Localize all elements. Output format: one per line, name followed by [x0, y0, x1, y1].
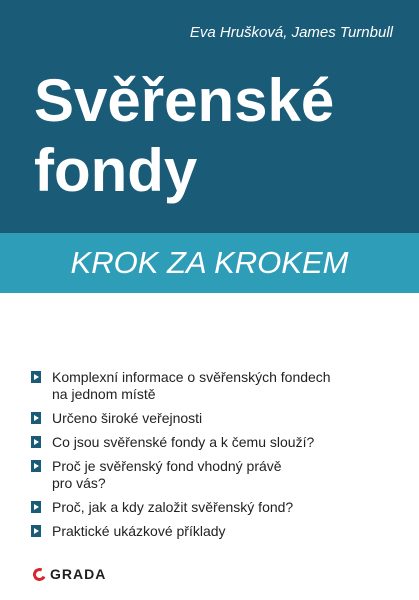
- list-item: [31, 434, 391, 451]
- list-item: [31, 499, 391, 516]
- title-panel: [0, 0, 419, 233]
- list-item-text: Určeno široké veřejnosti: [52, 410, 203, 426]
- list-item-text: Proč je svěřenský fond vhodný právě: [52, 458, 282, 474]
- feature-list: [31, 369, 391, 547]
- authors: Eva Hrušková, James Turnbull: [189, 24, 393, 41]
- list-item: [31, 523, 391, 540]
- chevron-right-icon: [31, 436, 41, 448]
- list-item: [31, 410, 391, 427]
- subtitle-band: [0, 233, 419, 293]
- publisher-logo: [33, 566, 106, 582]
- grada-logo-icon: [31, 566, 48, 583]
- chevron-right-icon: [31, 525, 41, 537]
- publisher-name: GRADA: [50, 566, 107, 582]
- list-item: [31, 458, 391, 492]
- book-title: [34, 66, 334, 206]
- chevron-right-icon: [31, 501, 41, 513]
- list-item-text: na jednom místě: [52, 386, 156, 402]
- subtitle: KROK ZA KROKEM: [70, 245, 349, 280]
- list-item-text: Praktické ukázkové příklady: [52, 523, 226, 539]
- list-item-text: Co jsou svěřenské fondy a k čemu slouží?: [52, 434, 315, 450]
- list-item: [31, 369, 391, 403]
- chevron-right-icon: [31, 460, 41, 472]
- list-item-text: Proč, jak a kdy založit svěřenský fond?: [52, 499, 294, 515]
- title-line: fondy: [34, 137, 198, 204]
- list-item-text: Komplexní informace o svěřenských fondech: [52, 369, 331, 385]
- title-line: Svěřenské: [34, 67, 335, 134]
- chevron-right-icon: [31, 371, 41, 383]
- list-item-text: pro vás?: [52, 475, 106, 491]
- chevron-right-icon: [31, 412, 41, 424]
